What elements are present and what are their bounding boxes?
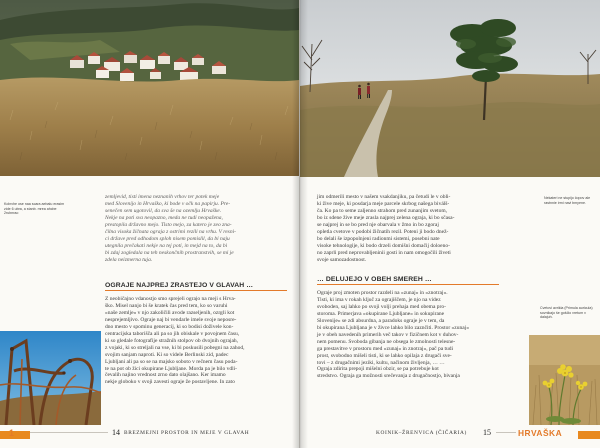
text-line: bo delali še izpopolnjeni radionmi sistemi, posebni nate — [317, 235, 440, 242]
chapter-number: 1 — [9, 428, 15, 438]
caption-line: Nekateri ne stupijo čopov ale — [544, 196, 591, 200]
text-line: med Slovenijo in Hrvaško, ki bode v očk na papirju. Pre- — [105, 200, 231, 207]
text-line: nekje globoko v svoji zavesti ograje že postavljene. In zato — [105, 379, 235, 386]
text-line: no zaprli pred neprovabljeninii gosti in nam omogočili živeti — [317, 249, 451, 256]
text-line: svoje samozadostnost. — [317, 256, 367, 263]
text-line: ča. Ko pa to seme zaljenno strahom pred zunanjim svetom, — [317, 207, 447, 214]
text-line: Nekje na poti sva neopazno, meda ne tudi neopažena, — [105, 214, 223, 221]
text-line: ki so gledale fotografije stražnih stolpov ob dvojnih ograjah, — [105, 337, 239, 344]
section-body-left — [105, 296, 287, 386]
text-line: čevalih najino vrednost zrno dato olajšano. Ker imamo — [105, 372, 226, 379]
text-line: Tisti, ki ima v rokah ključ za ograjiščem, je njo na videz — [317, 296, 441, 303]
section-body-right — [317, 290, 499, 380]
text-line: prost, svobodno mišeli tisti, ki se lahko opilaja z drugači sve- — [317, 352, 452, 359]
footer-rule-right — [496, 432, 516, 433]
text-line: Slovenije« se zdi absurdna, a paradoks ograje je v tem, da — [317, 317, 445, 324]
text-line: nesprejemljivo. Ograje naj bi vendarle imele svoje neposre- — [105, 316, 237, 323]
text-line: utegnila prečakati nekje na tej poti, in mejd na to, da bi — [105, 242, 228, 249]
tree-photo-caption — [544, 196, 598, 205]
caption-line: zide 6 ubra, a stanb. mrea ahcbe — [4, 206, 57, 211]
caption-line: Kolnvhe ose naa scara aebalu erasim — [4, 202, 65, 206]
text-line: tovi – z drugačnimi jeziki, kultu, načinom življenja, … … — [317, 359, 445, 366]
text-line: opletla cvetove v podobi žičnatih rezil. Poteni ji bodo dnež- — [317, 228, 449, 235]
text-line: je v obeh navedenih primerih več takov v fizičnem kot v duhov- — [317, 331, 459, 338]
text-line: centracijska taborišča ali pa so jih obiskale v povojnem času, — [105, 330, 240, 337]
text-line: bi okupirana Ljubljana je v živce lahko bilo zaznčiti. Prostor »zunaj« — [317, 324, 469, 331]
text-line: Ograje proj zmoten prostor razdeli na »zunaj« in »znotraj«. — [317, 290, 448, 296]
text-line: ci države pred odhodom sploh nisem pomislil, da bi naju — [105, 235, 230, 242]
yellow-primula-flowers-photo — [529, 335, 600, 425]
footer-accent-bar-right — [578, 431, 600, 439]
text-line: ga prestavitve v prostoru med »zunaj« in znotraj«, pač pa tudi — [317, 345, 454, 352]
text-line: zemljevid, tisti imena neznanih vrhov ter potek meje — [105, 194, 220, 200]
page-number-right: 15 — [483, 428, 491, 437]
rusty-fence-photo — [0, 331, 101, 425]
village-photo-caption — [4, 202, 66, 216]
text-line: čilna visoka žičnata ograja z ostrimi rezili na vrhu. V resni- — [105, 228, 236, 235]
running-footer-left: BREZMEJNI PROSTOR IN MEJE V GLAVAH — [124, 430, 250, 436]
text-line: Ograja zdirita prepoji mišelni obzir, se pa potrebuje kot — [317, 366, 439, 373]
text-line: dno mesto v spominu generacij, ki so bodisi doživele kon- — [105, 323, 234, 330]
caption-line: Cvetovi avrikla (Primula auricula) — [540, 306, 593, 310]
text-line: ki žive meje, ki posdarja meje parcele skrbog našega biválš- — [317, 200, 450, 207]
intro-paragraph — [105, 194, 287, 264]
text-line: »naše zemlje« v njo zakoličili avode razseljenih, ozrgli kot — [105, 309, 235, 316]
section-heading-fences: OGRAJE NAJPREJ ZRASTEJO V GLAVAH … — [105, 282, 287, 291]
page-number-left: 14 — [112, 428, 120, 437]
text-line: Ljubljani ali pa so se na majsko soboto v rečnem času poda- — [105, 358, 238, 365]
text-line: jim odmerili mesto v našem vsakdanjiku, pa četudi le v obli- — [317, 194, 451, 200]
text-line: prestopila državno mejo. Tisto mejo, za katero je zeo zna- — [105, 221, 232, 228]
caption-line: sovnikajo še goščlo vretum v dalajuh. — [540, 310, 586, 320]
text-line: ško. Misel nanjo bi še kratek čas pred tem, ko so varuhi — [105, 302, 228, 309]
text-line: nem pomenu. Svoboda gibanja ne obsega le zmolnosti telesne- — [317, 338, 456, 345]
village-hillside-photo — [0, 0, 299, 176]
text-line: z vojaki, ki so streljali na vse, ki bi poskusili pobegni na zahod, — [105, 344, 245, 351]
text-line: storoma. Primerjava »okupirane Ljubljane« in sokupirane — [317, 310, 445, 317]
text-line: bo iz sdene žive meje zrasla najprej zelena ograja, ki bo sčasa- — [317, 214, 455, 221]
running-footer-right: KOINIK–ŽRENVICA (ČIČARIA) — [376, 430, 467, 436]
book-gutter-shadow — [292, 0, 308, 448]
text-line: se najprej in se bo pred nje obarvala v žmo in bo zgoraj — [317, 221, 439, 228]
caption-line: 2rubnrao — [4, 211, 19, 216]
body-continuation-right — [317, 194, 499, 264]
section-heading-both-directions: … DELUJEJO V OBEH SMEREH … — [317, 276, 499, 285]
text-line: zdela neizmerna tuja. — [105, 256, 153, 263]
text-line: Z neobičajno vdanostjo smo sprejeli ograjo na meji s Hrva- — [105, 296, 236, 302]
text-line: stredstvo. Ograja ga možnosti srečevanja z drugačnostjo, bivanja — [317, 373, 460, 380]
text-line: svoboden, saj lahko po svoji volji prehaja med obema pro- — [317, 303, 446, 310]
hilltop-tree-hikers-photo — [300, 0, 600, 177]
region-label: HRVAŠKA — [518, 428, 563, 438]
text-line: senečen sem ugotovil, da sva še na ozemlju Hrvaške. — [105, 207, 222, 214]
footer-accent-bar-left — [0, 431, 30, 439]
text-line: visoke tehnologije, ki bodo drzeli domišni domačij doloeno- — [317, 242, 450, 249]
text-line: svojim sanjam naproti. Ki so videle Berlinski zid, padec — [105, 351, 229, 358]
flowers-photo-caption — [540, 306, 598, 320]
text-line: bi zdaj zogledala na teh neskončnih prostranstvih, se mi je — [105, 249, 234, 256]
footer-rule-left — [30, 432, 108, 433]
text-line: te na pot ob žici okupirane Ljubljane. Morda pa je bilo vdli- — [105, 365, 237, 372]
caption-line: rastnnie irmi navi bmyene. — [544, 200, 586, 205]
